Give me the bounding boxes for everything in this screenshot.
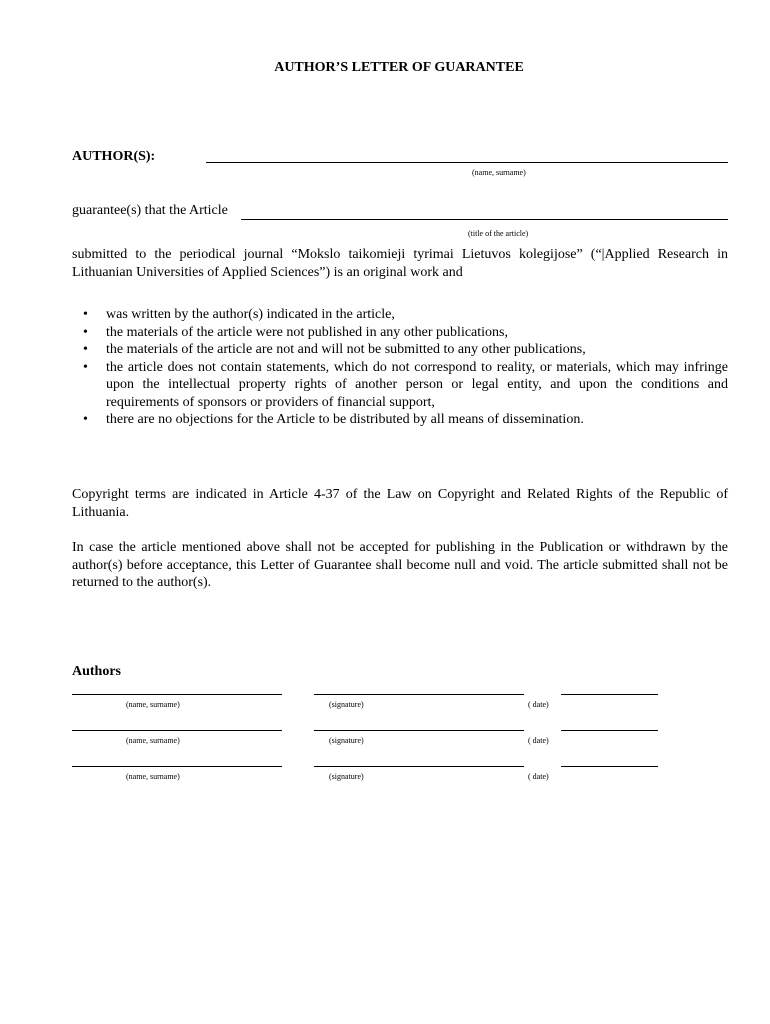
bullet-text: the materials of the article are not and will not be submitted to any other publications, <box>106 342 586 357</box>
signature-caption: (signature) <box>329 736 364 745</box>
guarantee-bullet-list <box>72 306 728 429</box>
bullet-text: was written by the author(s) indicated in the article, <box>106 307 395 322</box>
null-void-paragraph: In case the article mentioned above shall not be accepted for publishing in the Publication or withdrawn by the author(s) before acceptance, this Letter of Guarantee shall become null and void. The article submitted shall not be returned to the author(s). <box>72 540 728 590</box>
authors-name-caption: (name, surname) <box>472 168 526 177</box>
document-title: AUTHOR’S LETTER OF GUARANTEE <box>274 60 524 75</box>
bullet-text: there are no objections for the Article to be distributed by all means of dissemination. <box>106 412 584 427</box>
signature-line <box>314 694 524 695</box>
bullet-item <box>72 324 728 342</box>
bullet-item <box>72 306 728 324</box>
guarantee-text: guarantee(s) that the Article <box>72 203 228 218</box>
name-line <box>72 694 282 695</box>
signatures-heading: Authors <box>72 664 122 679</box>
bullet-dot: • <box>83 359 88 375</box>
authors-label: AUTHOR(S): <box>72 149 156 164</box>
name-line <box>72 730 282 731</box>
bullet-text: the article does not contain statements, which do not correspond to reality, or materials, which may infringe upon the intellectual property rights of another person or legal entity, and upon the conditions and requirements of sponsors or providers of financial support, <box>106 359 728 410</box>
name-line <box>72 766 282 767</box>
bullet-dot: • <box>83 342 88 357</box>
signature-caption: (signature) <box>329 700 364 709</box>
authors-name-line <box>206 162 728 163</box>
date-line <box>561 730 658 731</box>
article-title-line <box>241 219 728 220</box>
name-caption: (name, surname) <box>126 700 180 709</box>
signature-row <box>0 730 770 754</box>
date-line <box>561 766 658 767</box>
bullet-dot: • <box>83 412 88 427</box>
signature-line <box>314 730 524 731</box>
signature-row <box>0 766 770 790</box>
signature-row <box>0 694 770 718</box>
article-title-caption: (title of the article) <box>468 229 529 238</box>
bullet-item <box>72 359 728 412</box>
bullet-item <box>72 411 728 429</box>
name-caption: (name, surname) <box>126 772 180 781</box>
date-caption: ( date) <box>528 700 549 709</box>
bullet-item <box>72 341 728 359</box>
intro-paragraph: submitted to the periodical journal “Mokslo taikomieji tyrimai Lietuvos kolegijose” (“|Applied Research in Lithuanian Universities of Applied Sciences”) is an original work and <box>72 247 728 280</box>
copyright-paragraph: Copyright terms are indicated in Article 4-37 of the Law on Copyright and Related Rights of the Republic of Lithuania. <box>72 487 728 520</box>
bullet-dot: • <box>83 324 88 340</box>
date-line <box>561 694 658 695</box>
name-caption: (name, surname) <box>126 736 180 745</box>
signature-caption: (signature) <box>329 772 364 781</box>
bullet-text: the materials of the article were not published in any other publications, <box>106 324 508 340</box>
date-caption: ( date) <box>528 772 549 781</box>
bullet-dot: • <box>83 307 88 322</box>
signature-line <box>314 766 524 767</box>
date-caption: ( date) <box>528 736 549 745</box>
